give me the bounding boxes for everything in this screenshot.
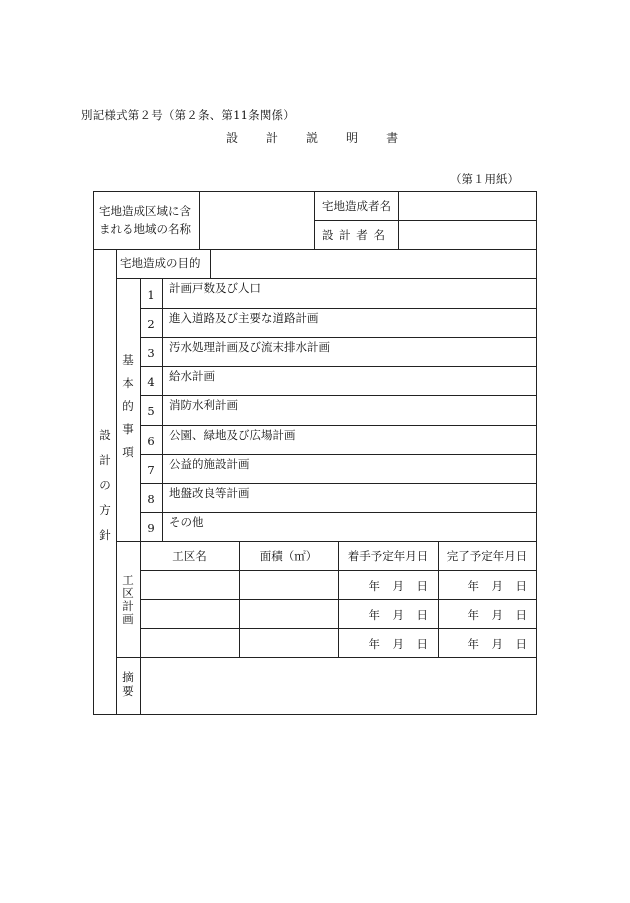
design-policy-label [94, 428, 116, 553]
year-unit: 年 [467, 637, 479, 651]
year-unit: 年 [368, 608, 380, 622]
purpose-label: 宅地造成の目的 [120, 256, 201, 270]
item-number: 7 [147, 463, 155, 477]
basic-item-label: その他 [169, 515, 204, 529]
basic-item-label: 公園、緑地及び広場計画 [169, 428, 296, 442]
basic-item-label: 地盤改良等計画 [169, 486, 250, 500]
day-unit: 日 [416, 579, 428, 593]
label-char: 本 [122, 376, 134, 390]
label-char: 摘 [122, 670, 134, 684]
day-unit: 日 [416, 637, 428, 651]
item-number: 5 [147, 404, 155, 418]
day-unit: 日 [515, 637, 527, 651]
label-char: 区 [122, 586, 134, 600]
year-unit: 年 [368, 579, 380, 593]
summary-label [116, 670, 140, 698]
divider [140, 337, 536, 338]
label-char: 設 [99, 428, 111, 442]
divider [140, 425, 536, 426]
item-number: 4 [147, 375, 155, 389]
area-name-label-line2: まれる地域の名称 [99, 222, 191, 236]
header-section-name: 工区名 [172, 549, 207, 563]
year-unit: 年 [467, 608, 479, 622]
start-date-field[interactable] [356, 607, 428, 623]
year-unit: 年 [467, 579, 479, 593]
item-number: 9 [147, 521, 155, 535]
title-char: 計 [266, 131, 279, 145]
day-unit: 日 [416, 608, 428, 622]
work-plan-label [116, 574, 140, 626]
divider [140, 366, 536, 367]
divider [140, 512, 536, 513]
divider [199, 192, 200, 249]
divider [116, 249, 117, 714]
basic-item-label: 消防水利計画 [169, 398, 238, 412]
basic-item-label: 給水計画 [169, 369, 215, 383]
divider [140, 454, 536, 455]
label-char: 計 [99, 453, 111, 467]
start-date-field[interactable] [356, 636, 428, 652]
item-number: 2 [147, 317, 155, 331]
title-char: 設 [226, 131, 239, 145]
item-number: 6 [147, 434, 155, 448]
label-char: 基 [122, 353, 134, 367]
item-number: 3 [147, 346, 155, 360]
divider [314, 220, 536, 221]
divider [116, 541, 536, 542]
day-unit: 日 [515, 579, 527, 593]
area-name-label-line1: 宅地造成区域に含 [99, 204, 191, 218]
label-char: 針 [99, 528, 111, 542]
year-unit: 年 [368, 637, 380, 651]
divider [314, 192, 315, 249]
divider [140, 483, 536, 484]
developer-label: 宅地造成者名 [322, 199, 391, 213]
label-char: 事 [122, 422, 134, 436]
divider [210, 249, 211, 278]
month-unit: 月 [491, 637, 503, 651]
divider [116, 657, 536, 658]
title-char: 書 [386, 131, 399, 145]
divider [94, 249, 536, 250]
day-unit: 日 [515, 608, 527, 622]
divider [116, 278, 536, 279]
page-label: （第１用紙） [450, 172, 519, 186]
end-date-field[interactable] [455, 607, 527, 623]
month-unit: 月 [392, 579, 404, 593]
designer-label: 設 計 者 名 [322, 228, 386, 242]
month-unit: 月 [491, 579, 503, 593]
divider [140, 308, 536, 309]
basic-item-label: 汚水処理計画及び流末排水計画 [169, 340, 330, 354]
label-char: 要 [122, 684, 134, 698]
header-area: 面積（㎡） [259, 549, 318, 563]
label-char: の [99, 478, 111, 492]
month-unit: 月 [491, 608, 503, 622]
label-char: 項 [122, 445, 134, 459]
label-char: 的 [122, 399, 134, 413]
end-date-field[interactable] [455, 578, 527, 594]
basic-item-label: 進入道路及び主要な道路計画 [169, 311, 319, 325]
basic-item-label: 計画戸数及び人口 [169, 281, 261, 295]
label-char: 工 [122, 573, 134, 587]
item-number: 8 [147, 492, 155, 506]
header-end-date: 完了予定年月日 [446, 549, 528, 563]
label-char: 方 [99, 503, 111, 517]
start-date-field[interactable] [356, 578, 428, 594]
form-reference: 別記様式第２号（第２条、第11条関係） [81, 108, 295, 122]
label-char: 画 [122, 612, 134, 626]
basic-item-label: 公益的施設計画 [169, 457, 250, 471]
label-char: 計 [122, 599, 134, 613]
basic-matters-label [116, 353, 140, 468]
design-statement-form [93, 191, 537, 715]
month-unit: 月 [392, 608, 404, 622]
end-date-field[interactable] [455, 636, 527, 652]
document-title [226, 131, 398, 145]
divider [398, 192, 399, 249]
header-start-date: 着手予定年月日 [347, 549, 429, 563]
month-unit: 月 [392, 637, 404, 651]
title-char: 明 [346, 131, 359, 145]
divider [162, 278, 163, 541]
item-number: 1 [147, 288, 155, 302]
title-char: 説 [306, 131, 319, 145]
divider [140, 395, 536, 396]
